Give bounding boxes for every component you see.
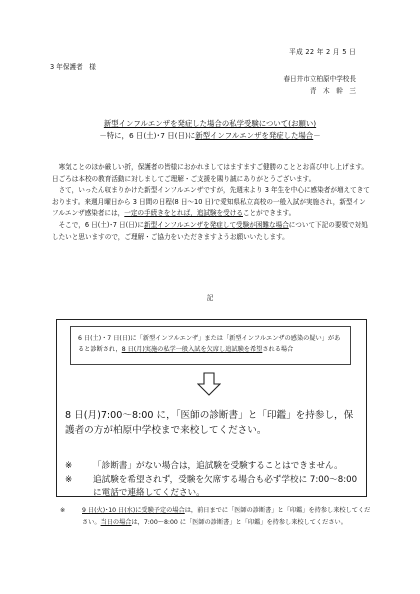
footnote-underlined-1: 9 日(火)･10 日(水)に受験予定の場合 bbox=[82, 507, 185, 514]
paragraph-situation-prefix: さて，いったん収まりかけた新型インフルエンザですが，先週末より 3 年生を中心に感染者が増えてきております。来週月曜日から 3 日間の日程(8 日～10 日)で愛知県私立高校の一般入試が実施され，新型インフルエンザ感染者には， bbox=[52, 186, 370, 218]
school-name: 春日井市立柏原中学校長 bbox=[283, 75, 356, 83]
footnote-text bbox=[82, 505, 374, 529]
paragraph-request-suffix: について下記の要領で対処したいと思いますので，ご理解・ご協力をいただきますようお願いいたします。 bbox=[52, 220, 368, 241]
paragraph-situation-suffix: ことができます。 bbox=[242, 209, 296, 218]
document-title bbox=[0, 118, 420, 142]
document-date: 平成 22 年 2 月 5 日 bbox=[289, 48, 356, 56]
title-line-1: 新型インフルエンザを発症した場合の私学受験について(お願い) bbox=[103, 119, 317, 128]
footnote bbox=[60, 505, 376, 529]
body-text bbox=[52, 162, 370, 243]
paragraph-situation-underlined: 一定の手続きをとれば，追試験を受ける bbox=[124, 209, 243, 218]
addressee: 3 年保護者 様 bbox=[50, 63, 96, 71]
instruction-text: 8 日(月)7:00～8:00 に，「医師の診断書」と「印鑑」を持参し，保護者の方が柏原中学校まで来校してください。 bbox=[65, 410, 354, 436]
note-mark: ※ bbox=[65, 475, 73, 485]
title-line-2-prefix: －特に，6 日(土)･7 日(日)に bbox=[99, 131, 196, 140]
paragraph-situation bbox=[52, 185, 370, 220]
paragraph-greeting: 寒気ことのほか厳しい折，保護者の皆様におかれましてはますますご健勝のこととお喜び申し上げます。日ごろは本校の教育活動に対しましてご理解・ご支援を賜り誠にありがとうございます。 bbox=[52, 163, 368, 183]
ki-marker: 記 bbox=[206, 294, 214, 302]
title-line-2-underlined: 新型インフルエンザを発症した場合 bbox=[195, 131, 314, 140]
title-line-2 bbox=[0, 130, 420, 142]
paragraph-request-prefix: そこで，6 日(土)･7 日(日)に bbox=[58, 220, 144, 229]
paragraph-request-underlined: 新型インフルエンザを発症して受験が困難な場合 bbox=[143, 220, 289, 229]
note-mark: ※ bbox=[65, 461, 73, 471]
footnote-mark: ※ bbox=[60, 507, 66, 514]
sender-block bbox=[283, 73, 356, 97]
footnote-text-2: は，7:00～8:00 に「医師の診断書」と「印鑑」を持参し来校してください。 bbox=[131, 519, 347, 526]
paragraph-request bbox=[52, 220, 370, 243]
title-line-2-suffix: － bbox=[313, 131, 321, 140]
note-row bbox=[65, 474, 358, 500]
condition-text: 6 日(土)・7 日(日)に「新型インフルエンザ」または「新型インフルエンザの感染の疑い」があると診断され， bbox=[78, 335, 341, 353]
condition-box bbox=[70, 326, 351, 365]
footnote-text-1: は，前日までに「医師の診断書」と「印鑑」を持参し来校してください。 bbox=[82, 507, 371, 526]
note-text: 追試験を希望されず，受験を欠席する場合も必ず学校に 7:00～8:00 に電話で連絡してください。 bbox=[93, 475, 358, 498]
condition-suffix: される場合 bbox=[262, 346, 294, 353]
condition-underlined: 8 日(月)実施の私学一般入試を欠席し追試験を希望 bbox=[121, 346, 263, 353]
principal-name: 青 木 幹 三 bbox=[309, 87, 356, 95]
procedure-box bbox=[56, 319, 367, 497]
note-text: 「診断書」がない場合は，追試験を受験することはできません。 bbox=[93, 461, 343, 471]
footnote-underlined-2: 当日の場合 bbox=[100, 519, 132, 526]
down-arrow-icon bbox=[197, 372, 221, 396]
note-row bbox=[65, 460, 358, 473]
